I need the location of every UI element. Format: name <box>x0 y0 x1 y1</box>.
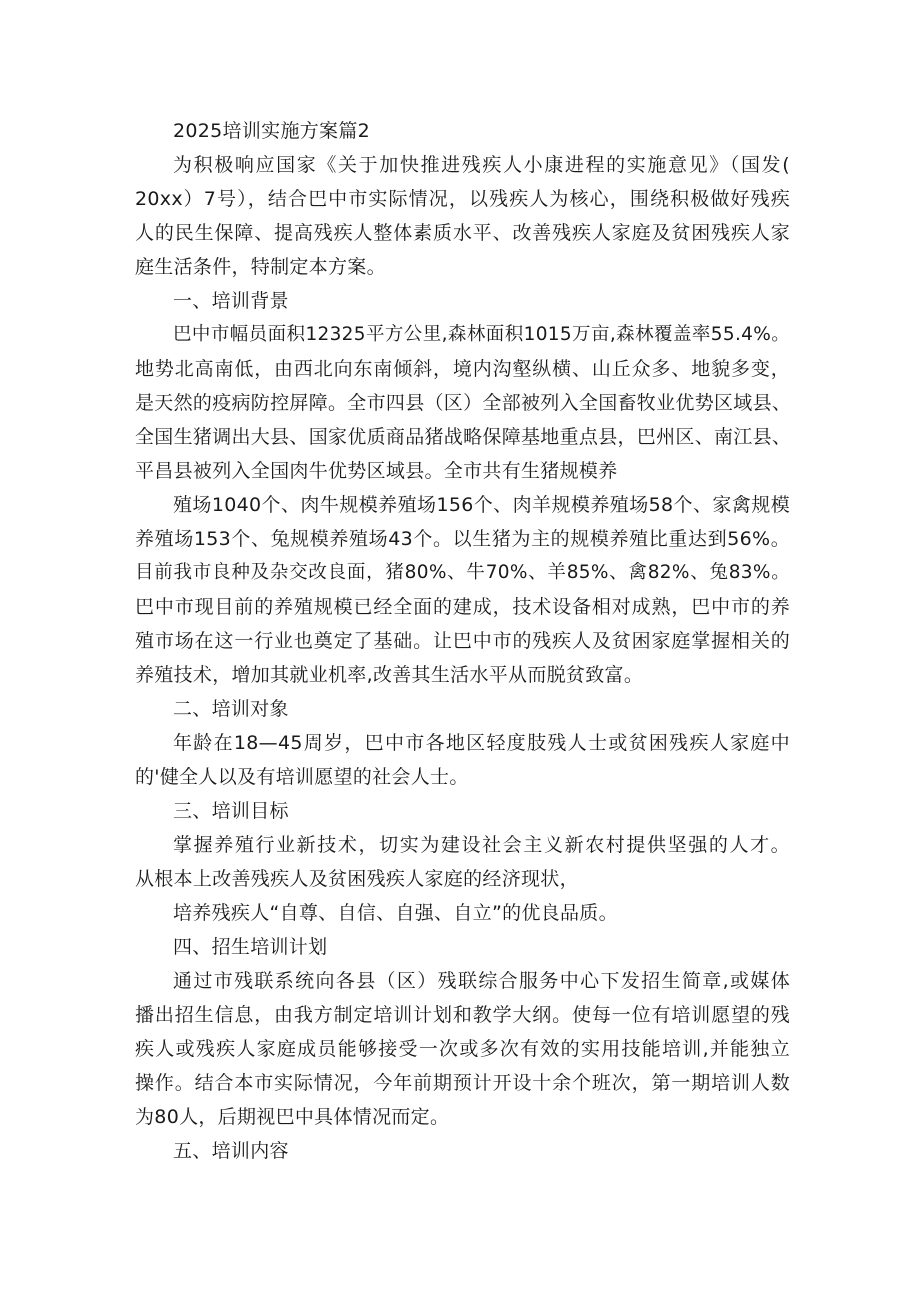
background-paragraph-1 <box>135 318 790 488</box>
document-body <box>135 114 790 1168</box>
section-heading-enrollment: 四、招生培训计划 <box>173 936 328 958</box>
paragraph-line: 培养残疾人“自尊、自信、自强、自立”的优良品质。 <box>173 902 618 924</box>
paragraph-line: 是天然的疫病防控屏障。全市四县（区）全部被列入全国畜牧业优势区域县、 <box>135 392 792 414</box>
paragraph-line: 平昌县被列入全国肉牛优势区域县。全市共有生猪规模养 <box>135 460 618 482</box>
section-heading-goals: 三、培训目标 <box>173 800 289 822</box>
paragraph-line: 全国生猪调出大县、国家优质商品猪战略保障基地重点县，巴州区、南江县、 <box>135 426 792 448</box>
paragraph-line: 通过市残联系统向各县（区）残联综合服务中心下发招生简章,或媒体 <box>173 970 790 992</box>
intro-line: 人的民生保障、提高残疾人整体素质水平、改善残疾人家庭及贫困残疾人家 <box>135 222 790 244</box>
intro-paragraph <box>135 148 790 284</box>
section-heading-background: 一、培训背景 <box>173 290 289 312</box>
goals-paragraph-1 <box>135 828 790 896</box>
intro-line: 为积极响应国家《关于加快推进残疾人小康进程的实施意见》（国发( <box>173 154 790 176</box>
intro-line: 20xx）7号），结合巴中市实际情况，以残疾人为核心，围绕积极做好残疾 <box>135 188 790 210</box>
background-paragraph-2 <box>135 488 790 692</box>
paragraph-line: 养殖场153个、兔规模养殖场43个。以生猪为主的规模养殖比重达到56%。 <box>135 528 790 550</box>
document-title: 2025培训实施方案篇2 <box>173 120 371 142</box>
paragraph-line: 殖场1040个、肉牛规模养殖场156个、肉羊规模养殖场58个、家禽规模 <box>173 494 790 516</box>
goals-paragraph-2 <box>135 896 790 930</box>
paragraph-line: 操作。结合本市实际情况，今年前期预计开设十余个班次，第一期培训人数 <box>135 1072 790 1094</box>
paragraph-line: 巴中市现目前的养殖规模已经全面的建成，技术设备相对成熟，巴中市的养 <box>135 596 790 618</box>
paragraph-line: 目前我市良种及杂交改良面，猪80%、牛70%、羊85%、禽82%、兔83%。 <box>135 562 790 583</box>
paragraph-line: 年龄在18—45周岁，巴中市各地区轻度肢残人士或贫困残疾人家庭中 <box>173 732 790 754</box>
section-heading-audience: 二、培训对象 <box>173 698 289 720</box>
paragraph-line: 播出招生信息，由我方制定培训计划和教学大纲。使每一位有培训愿望的残 <box>135 1004 790 1026</box>
section-heading-content: 五、培训内容 <box>173 1140 289 1162</box>
audience-paragraph <box>135 726 790 794</box>
paragraph-line: 掌握养殖行业新技术，切实为建设社会主义新农村提供坚强的人才。 <box>173 834 790 856</box>
paragraph-line: 巴中市幅员面积12325平方公里,森林面积1015万亩,森林覆盖率55.4%。 <box>173 324 790 345</box>
paragraph-line: 为80人，后期视巴中具体情况而定。 <box>135 1106 450 1128</box>
paragraph-line: 殖市场在这一行业也奠定了基础。让巴中市的残疾人及贫困家庭掌握相关的 <box>135 630 790 652</box>
paragraph-line: 地势北高南低，由西北向东南倾斜，境内沟壑纵横、山丘众多、地貌多变， <box>135 358 790 380</box>
paragraph-line: 养殖技术，增加其就业机率,改善其生活水平从而脱贫致富。 <box>135 664 644 686</box>
paragraph-line: 从根本上改善残疾人及贫困残疾人家庭的经济现状， <box>135 868 579 890</box>
enrollment-paragraph <box>135 964 790 1134</box>
paragraph-line: 疾人或残疾人家庭成员能够接受一次或多次有效的实用技能培训,并能独立 <box>135 1038 790 1060</box>
intro-line: 庭生活条件，特制定本方案。 <box>135 256 386 278</box>
paragraph-line: 的'健全人以及有培训愿望的社会人士。 <box>135 766 469 788</box>
